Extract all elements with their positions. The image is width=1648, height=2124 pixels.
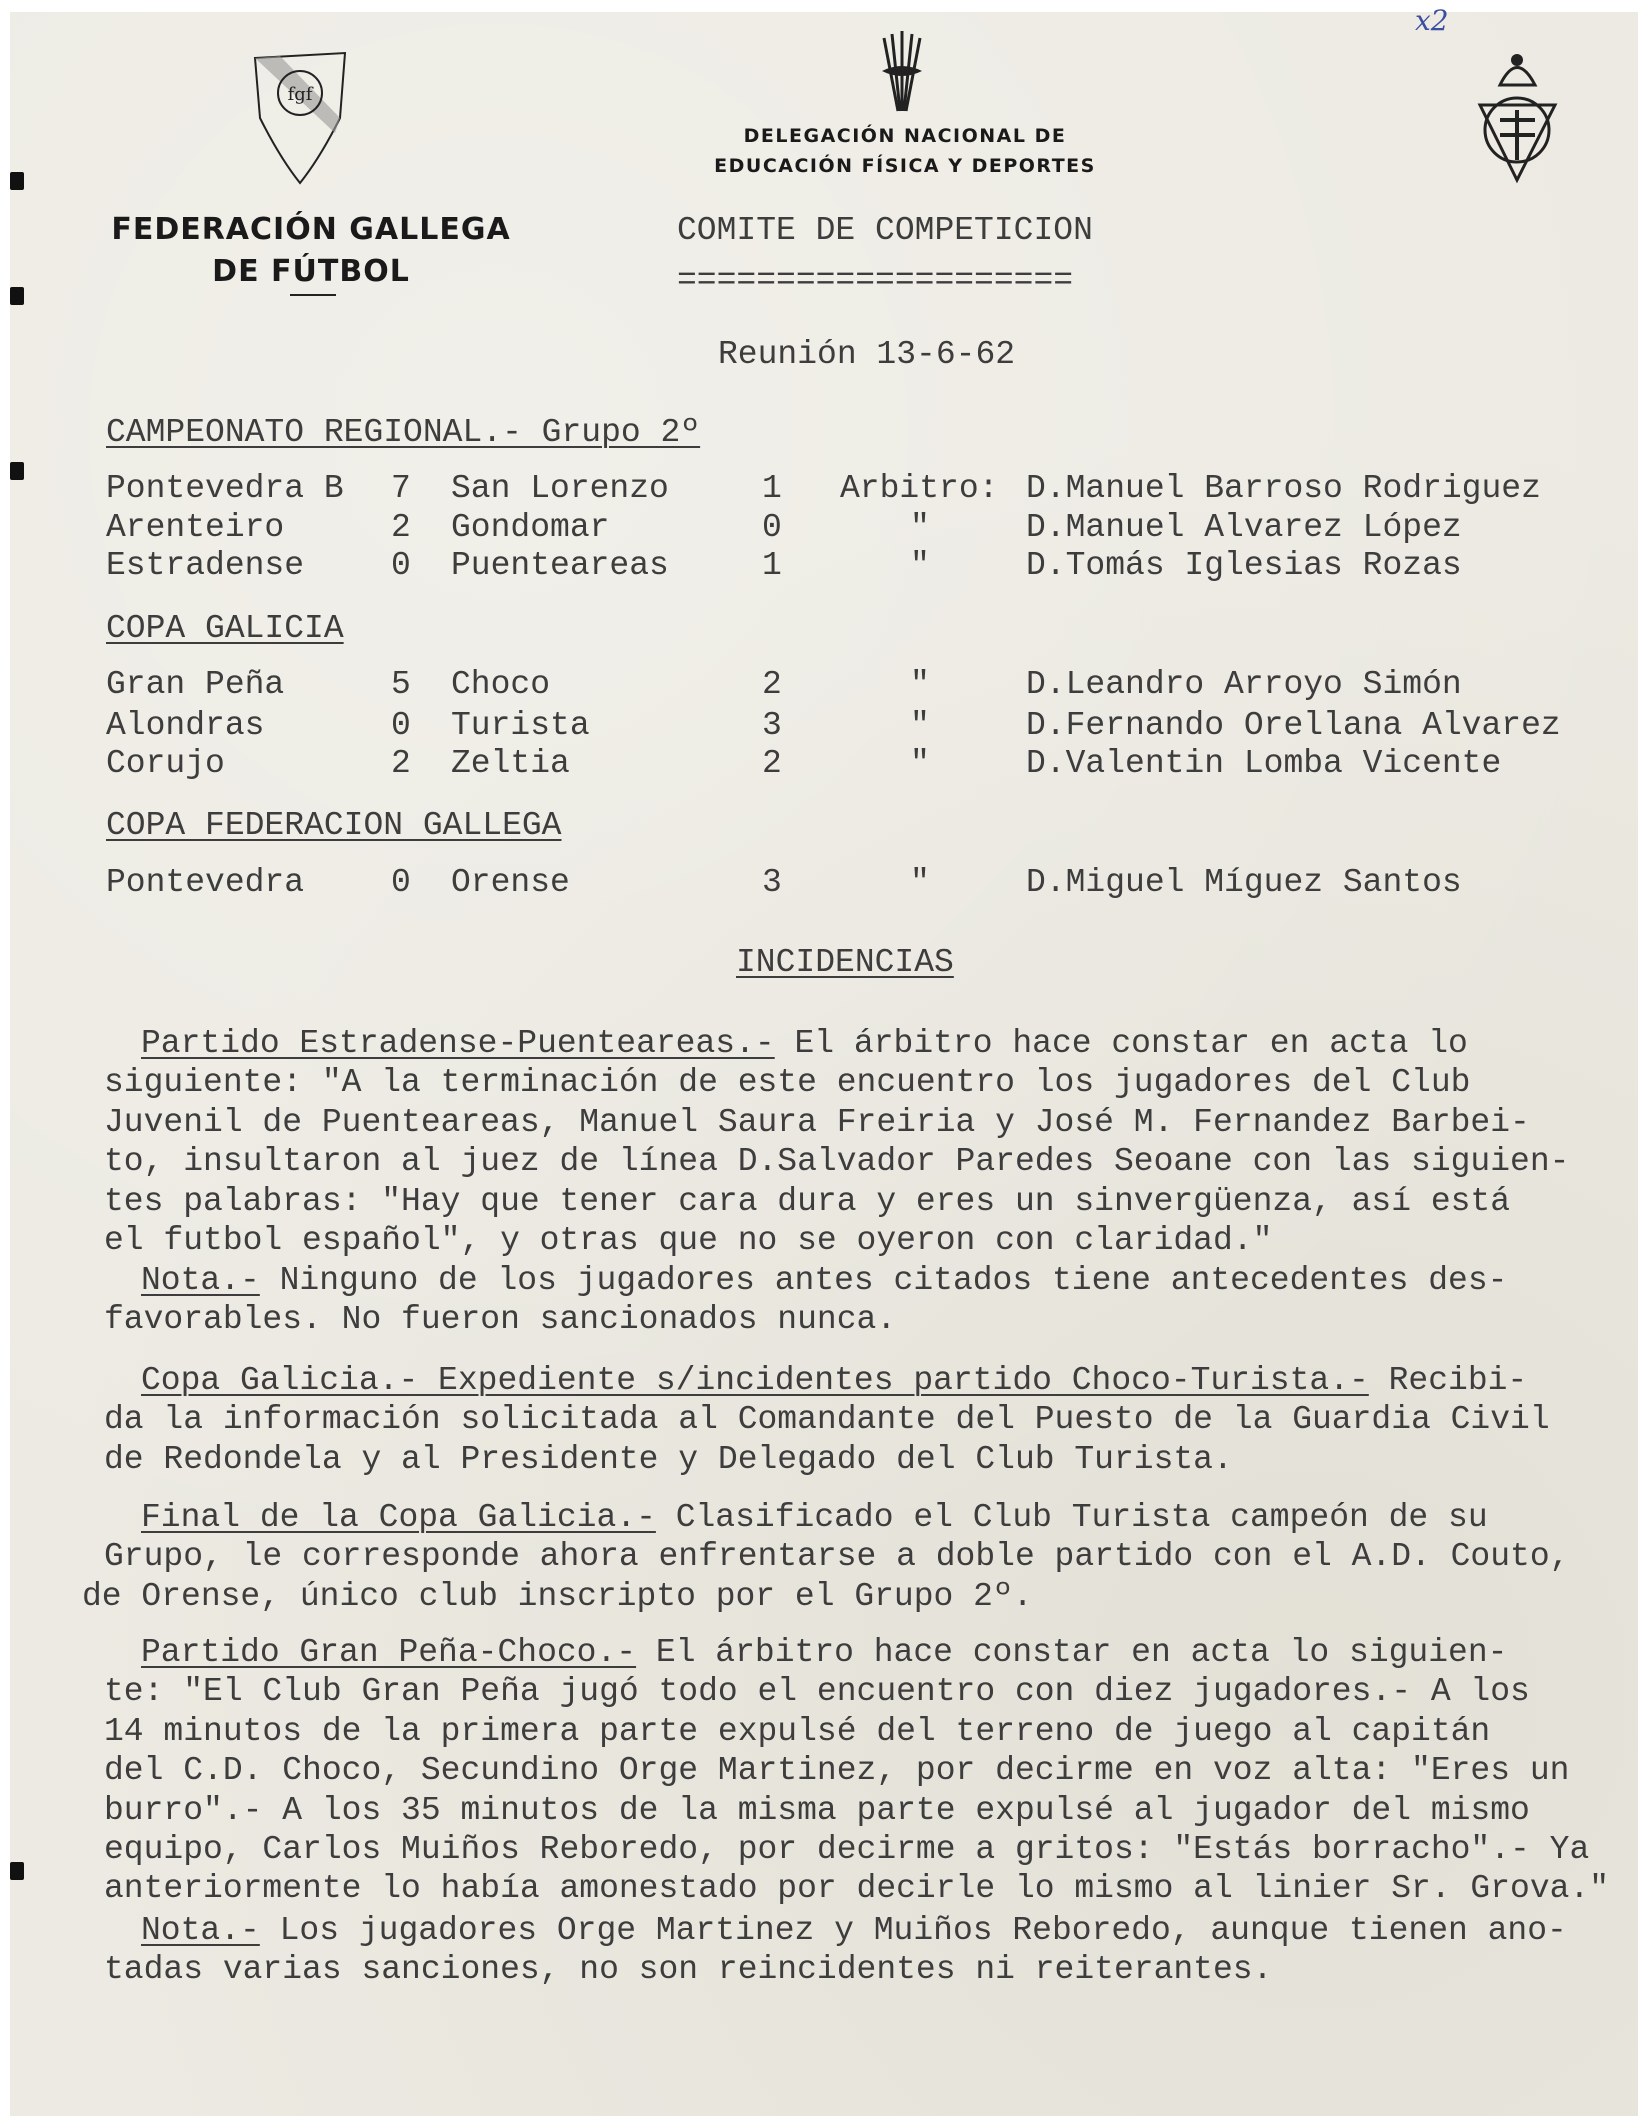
match-away: Zeltia	[451, 745, 570, 782]
paragraph-text: Recibi-	[1368, 1362, 1528, 1399]
match-home-score: 5	[391, 666, 411, 703]
match-referee: D.Valentin Lomba Vicente	[1026, 745, 1502, 782]
match-home-score: 2	[391, 509, 411, 546]
match-away: Choco	[451, 666, 551, 703]
paragraph-heading: Copa Galicia.- Expediente s/incidentes partido Choco-Turista.-	[141, 1362, 1369, 1399]
match-referee: D.Leandro Arroyo Simón	[1026, 666, 1462, 703]
paragraph-first-line	[141, 1262, 1507, 1300]
paragraph-line: te: "El Club Gran Peña jugó todo el encuentro con diez jugadores.- A los	[104, 1673, 1530, 1711]
paragraph-heading: Final de la Copa Galicia.-	[141, 1499, 656, 1536]
match-referee: D.Tomás Iglesias Rozas	[1026, 547, 1462, 584]
section-title: COPA GALICIA	[106, 610, 344, 647]
paragraph-heading: Partido Estradense-Puenteareas.-	[141, 1025, 775, 1062]
section-title: COPA FEDERACION GALLEGA	[106, 807, 562, 844]
paragraph-text: Clasificado el Club Turista campeón de su	[655, 1499, 1488, 1536]
paragraph-first-line	[141, 1634, 1507, 1672]
match-away-score: 1	[762, 547, 782, 584]
match-away-score: 0	[762, 509, 782, 546]
binder-hole	[10, 172, 24, 190]
svg-text:fgf: fgf	[287, 84, 313, 105]
match-away-score: 3	[762, 707, 782, 744]
paragraph-text: El árbitro hace constar en acta lo	[774, 1025, 1468, 1062]
incidencias-title: INCIDENCIAS	[736, 944, 954, 981]
match-home: Pontevedra B	[106, 470, 344, 507]
match-home-score: 0	[391, 547, 411, 584]
paragraph-first-line	[141, 1025, 1468, 1063]
paragraph-line: del C.D. Choco, Secundino Orge Martinez, por decirme en voz alta: "Eres un	[104, 1752, 1570, 1790]
federation-name-line2: DE FÚTBOL	[212, 254, 410, 289]
fasces-emblem	[872, 26, 932, 116]
divider	[290, 294, 336, 296]
paragraph-line: Grupo, le corresponde ahora enfrentarse a doble partido con el A.D. Couto,	[104, 1538, 1570, 1576]
match-referee: D.Fernando Orellana Alvarez	[1026, 707, 1561, 744]
match-away-score: 2	[762, 666, 782, 703]
match-ref-label: "	[910, 864, 930, 901]
paragraph-line: tadas varias sanciones, no son reincidentes ni reiterantes.	[104, 1951, 1273, 1989]
binder-hole	[10, 287, 24, 305]
paragraph-first-line	[141, 1912, 1567, 1950]
match-referee: D.Manuel Alvarez López	[1026, 509, 1462, 546]
match-away: San Lorenzo	[451, 470, 669, 507]
match-home-score: 0	[391, 707, 411, 744]
committee-title: COMITE DE COMPETICION	[677, 212, 1093, 249]
match-away: Turista	[451, 707, 590, 744]
match-home-score: 0	[391, 864, 411, 901]
delegation-line2: EDUCACIÓN FÍSICA Y DEPORTES	[714, 155, 1096, 177]
match-home: Corujo	[106, 745, 225, 782]
paragraph-line: de Redondela y al Presidente y Delegado del Club Turista.	[104, 1440, 1233, 1478]
match-away-score: 3	[762, 864, 782, 901]
paragraph-text: El árbitro hace constar en acta lo siguien-	[636, 1634, 1508, 1671]
paragraph-line: favorables. No fueron sancionados nunca.	[104, 1301, 897, 1339]
paragraph-line: de Orense, único club inscripto por el Grupo 2º.	[82, 1577, 1033, 1615]
paragraph-line: el futbol español", y otras que no se oyeron con claridad."	[104, 1222, 1273, 1259]
match-ref-label: "	[910, 509, 930, 546]
committee-rule: ====================	[677, 262, 1074, 299]
match-away-score: 1	[762, 470, 782, 507]
match-home: Pontevedra	[106, 864, 305, 901]
handwritten-mark: x2	[1415, 4, 1449, 37]
paragraph-heading: Nota.-	[141, 1262, 260, 1299]
match-home-score: 7	[391, 470, 411, 507]
match-referee: D.Manuel Barroso Rodriguez	[1026, 470, 1541, 507]
match-home: Alondras	[106, 707, 265, 744]
match-ref-label: "	[910, 745, 930, 782]
paragraph-text: Ninguno de los jugadores antes citados tiene antecedentes des-	[259, 1262, 1508, 1299]
paragraph-line: to, insultaron al juez de línea D.Salvador Paredes Seoane con las siguien-	[104, 1143, 1570, 1181]
match-home: Arenteiro	[106, 509, 285, 546]
meeting-date: Reunión 13-6-62	[718, 336, 1016, 373]
paragraph-line: da la información solicitada al Comandante del Puesto de la Guardia Civil	[104, 1401, 1550, 1439]
match-ref-label: "	[910, 547, 930, 584]
match-ref-label: Arbitro:	[840, 470, 999, 507]
federation-name-line1: FEDERACIÓN GALLEGA	[111, 212, 511, 247]
paragraph-first-line	[141, 1499, 1488, 1537]
binder-hole	[10, 462, 24, 480]
match-home: Estradense	[106, 547, 305, 584]
paragraph-heading: Nota.-	[141, 1912, 260, 1949]
spanish-federation-crest	[1475, 30, 1560, 190]
paragraph-line: siguiente: "A la terminación de este encuentro los jugadores del Club	[104, 1064, 1471, 1102]
paragraph-heading: Partido Gran Peña-Choco.-	[141, 1634, 637, 1671]
paragraph-line: anteriormente lo había amonestado por decirle lo mismo al linier Sr. Grova."	[104, 1870, 1610, 1908]
match-home-score: 2	[391, 745, 411, 782]
match-away: Gondomar	[451, 509, 610, 546]
match-away-score: 2	[762, 745, 782, 782]
paragraph-line: equipo, Carlos Muiños Reboredo, por decirme a gritos: "Estás borracho".- Ya	[104, 1831, 1590, 1868]
match-ref-label: "	[910, 707, 930, 744]
paragraph-line: burro".- A los 35 minutos de la misma parte expulsé al jugador del mismo	[104, 1791, 1530, 1829]
paragraph-first-line	[141, 1362, 1527, 1400]
paragraph-line: Juvenil de Puenteareas, Manuel Saura Freiria y José M. Fernandez Barbei-	[104, 1103, 1530, 1141]
match-away: Puenteareas	[451, 547, 669, 584]
match-referee: D.Miguel Míguez Santos	[1026, 864, 1462, 901]
binder-hole	[10, 1862, 24, 1880]
match-ref-label: "	[910, 666, 930, 703]
paragraph-line: tes palabras: "Hay que tener cara dura y eres un sinvergüenza, así está	[104, 1182, 1511, 1220]
paragraph-line: 14 minutos de la primera parte expulsé del terreno de juego al capitán	[104, 1712, 1491, 1750]
document-page	[10, 4, 1638, 2116]
match-home: Gran Peña	[106, 666, 285, 703]
paragraph-text: Los jugadores Orge Martinez y Muiños Reboredo, aunque tienen ano-	[259, 1912, 1567, 1949]
section-title: CAMPEONATO REGIONAL.- Grupo 2º	[106, 414, 701, 451]
match-away: Orense	[451, 864, 570, 901]
delegation-line1: DELEGACIÓN NACIONAL DE	[743, 125, 1067, 147]
federation-shield-logo	[250, 38, 350, 188]
